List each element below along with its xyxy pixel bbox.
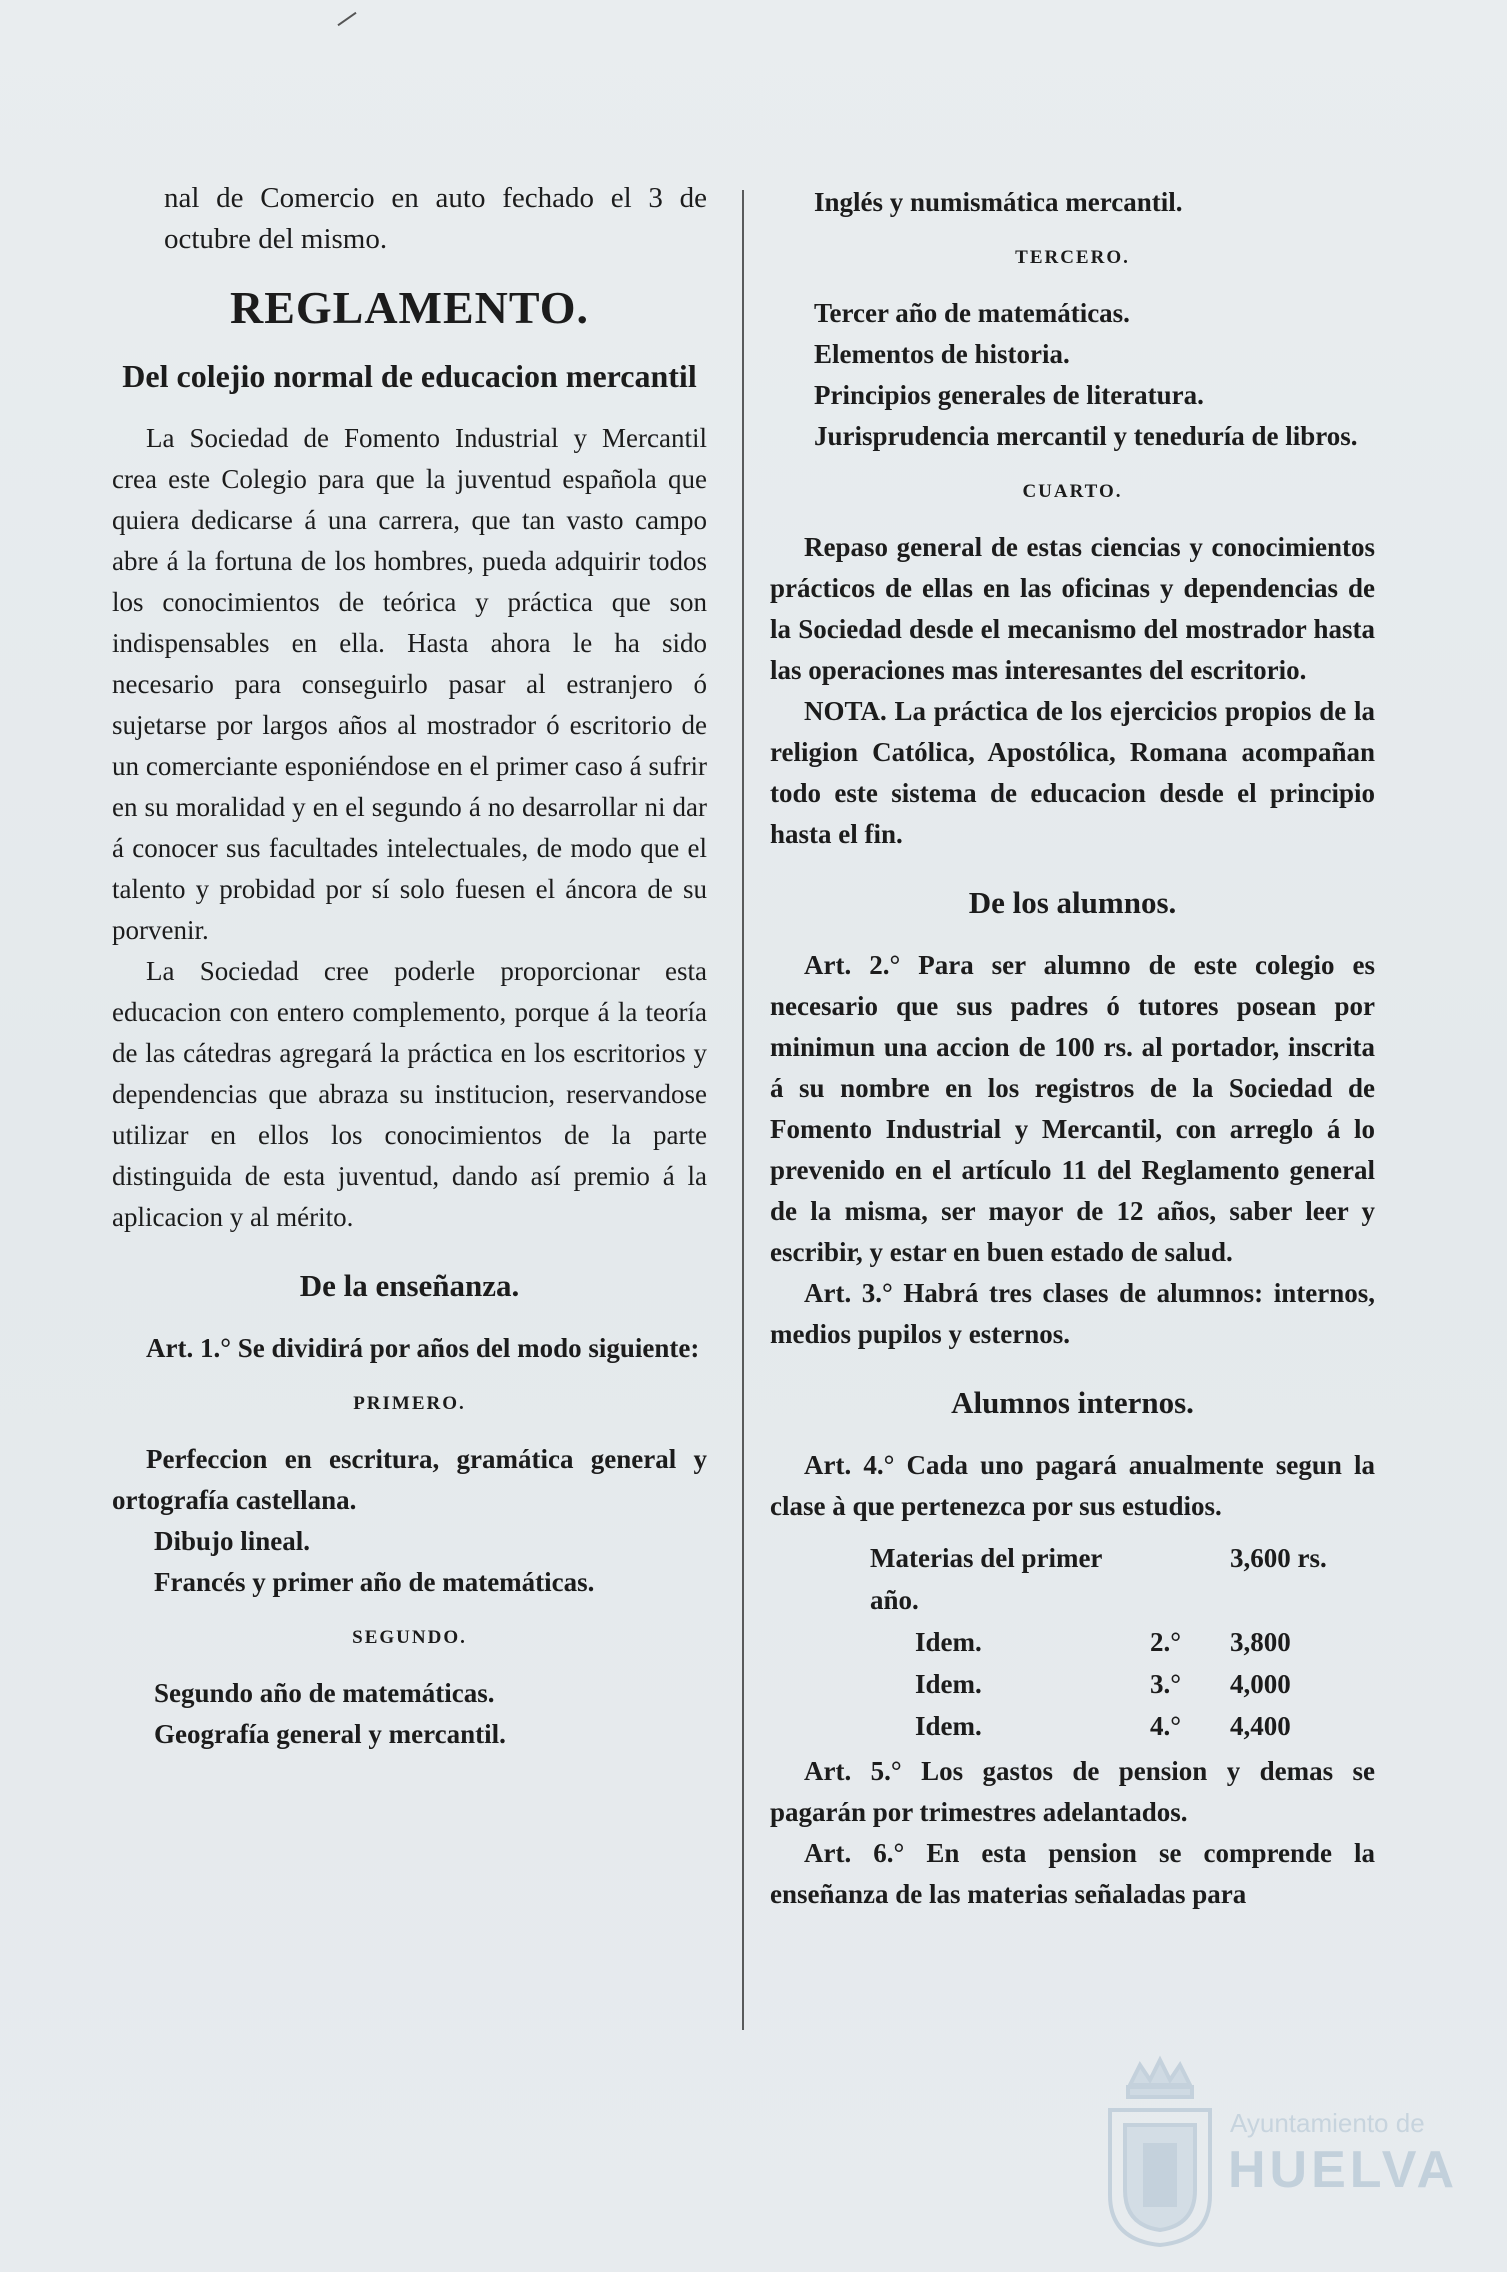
document-title: REGLAMENTO. — [229, 282, 590, 333]
article-2: Art. 2.° Para ser alumno de este colegio es necesario que sus padres ó tutores posean por minimun una accion de 100 rs. al portador, inscrita á su nombre en los registros de la Sociedad de Fomento Industrial y Mercantil, con arreglo á lo prevenido en el artículo 11 del Reglamento general de la misma, ser mayor de 12 años, saber leer y escribir, y estar en buen estado de salud. — [770, 950, 1375, 1267]
fee-label: Idem. — [915, 1711, 982, 1741]
segundo-item-3: Inglés y numismática mercantil. — [814, 187, 1183, 217]
section-heading-internos: Alumnos internos. — [951, 1385, 1194, 1420]
cuarto-item-1: Repaso general de estas ciencias y conocimientos prácticos de ellas en las oficinas y dependencias de la Sociedad desde el mecanismo del mostrador hasta las operaciones mas interesantes del escritorio. — [770, 532, 1375, 685]
fee-amount: 3,800 — [1230, 1627, 1291, 1657]
seal-city: HUELVA — [1228, 2141, 1459, 2199]
opening-text: nal de Comercio en auto fechado el 3 de octubre del mismo. — [164, 182, 707, 255]
right-column — [770, 182, 1375, 1915]
fee-year: 4.° — [1150, 1711, 1182, 1741]
intro-paragraph-1: La Sociedad de Fomento Industrial y Mercantil crea este Colegio para que la juventud española que quiera dedicarse á una carrera, que tan vasto campo abre á la fortuna de los hombres, pueda adquirir todos los conocimientos de teórica y práctica que son indispensables en ella. Hasta ahora le ha sido necesario para conseguirlo pasar al estranjero ó sujetarse por largos años al mostrador ó escritorio de un comerciante esponiéndose en el primer caso á sufrir en su moralidad y en el segundo á no desarrollar ni dar á conocer sus facultades intelectuales, de modo que el talento y probidad por sí solo fuesen el áncora de su porvenir. — [112, 423, 707, 945]
fee-row — [870, 1537, 1340, 1621]
seal-label: Ayuntamiento de — [1230, 2108, 1425, 2138]
fee-amount: 4,400 — [1230, 1711, 1291, 1741]
note-paragraph: NOTA. La práctica de los ejercicios propios de la religion Católica, Apostólica, Romana acompañan todo este sistema de educacion desde el principio hasta el fin. — [770, 696, 1375, 849]
fee-label: Idem. — [915, 1627, 982, 1657]
tercero-item-1: Tercer año de matemáticas. — [814, 298, 1130, 328]
year-heading-cuarto: CUARTO. — [1022, 481, 1123, 502]
tercero-item-4: Jurisprudencia mercantil y teneduría de libros. — [814, 421, 1358, 451]
fee-year: 2.° — [1150, 1627, 1182, 1657]
segundo-item-1: Segundo año de matemáticas. — [154, 1678, 495, 1708]
section-heading-alumnos: De los alumnos. — [968, 885, 1177, 920]
city-seal-icon — [1090, 2055, 1230, 2250]
section-heading-ensenanza: De la enseñanza. — [299, 1268, 520, 1303]
document-subtitle: Del colejio normal de educacion mercantil — [122, 358, 697, 394]
segundo-item-2: Geografía general y mercantil. — [154, 1719, 506, 1749]
article-5: Art. 5.° Los gastos de pension y demas se pagarán por trimestres adelantados. — [770, 1756, 1375, 1827]
article-4: Art. 4.° Cada uno pagará anualmente segun la clase à que pertenezca por sus estudios. — [770, 1450, 1375, 1521]
fee-year — [1150, 1537, 1230, 1621]
article-1: Art. 1.° Se dividirá por años del modo siguiente: — [146, 1333, 700, 1363]
year-heading-segundo: SEGUNDO. — [352, 1627, 467, 1648]
fee-row — [870, 1621, 1340, 1663]
primero-item-3: Francés y primer año de matemáticas. — [154, 1567, 595, 1597]
fee-row — [870, 1663, 1340, 1705]
fees-table — [870, 1537, 1340, 1747]
fee-amount: 3,600 rs. — [1230, 1543, 1327, 1573]
fee-label: Idem. — [915, 1669, 982, 1699]
left-column — [112, 178, 707, 1755]
fee-row — [870, 1705, 1340, 1747]
intro-paragraph-2: La Sociedad cree poderle proporcionar esta educacion con entero complemento, porque á la teoría de las cátedras agregará la práctica en los escritorios y dependencias que abraza su institucion, reservandose utilizar en ellos los conocimientos de la parte distinguida de esta juventud, dando así premio á la aplicacion y al mérito. — [112, 956, 707, 1232]
primero-item-2: Dibujo lineal. — [154, 1526, 311, 1556]
tercero-item-3: Principios generales de literatura. — [814, 380, 1204, 410]
article-3: Art. 3.° Habrá tres clases de alumnos: internos, medios pupilos y esternos. — [770, 1278, 1375, 1349]
year-heading-tercero: TERCERO. — [1015, 247, 1130, 268]
fee-year: 3.° — [1150, 1669, 1182, 1699]
fee-label: Materias del primer año. — [870, 1543, 1102, 1615]
year-heading-primero: PRIMERO. — [353, 1393, 466, 1414]
primero-item-1: Perfeccion en escritura, gramática general y ortografía castellana. — [112, 1444, 707, 1515]
column-divider — [742, 190, 744, 2030]
tercero-item-2: Elementos de historia. — [814, 339, 1070, 369]
article-6: Art. 6.° En esta pension se comprende la enseñanza de las materias señaladas para — [770, 1838, 1375, 1909]
margin-mark — [337, 12, 356, 26]
fee-amount: 4,000 — [1230, 1669, 1291, 1699]
